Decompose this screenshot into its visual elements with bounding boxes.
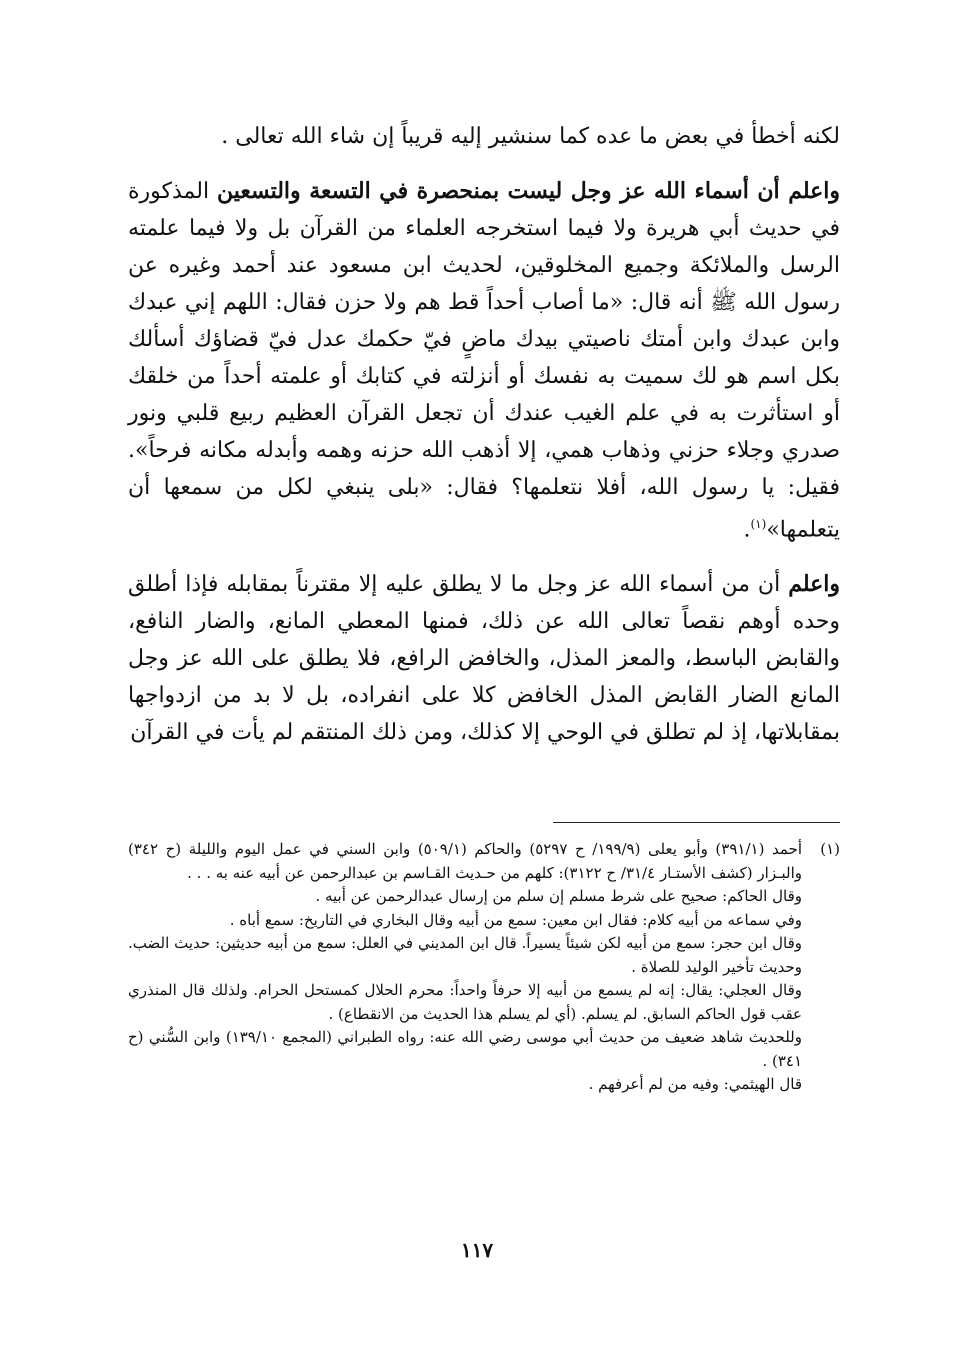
footnote-body [128,838,802,1097]
footnote-line: أحمد (٣٩١/١) وأبو يعلى (١٩٩/٩/ ح ٥٢٩٧) والحاكم (٥٠٩/١) وابن السني في عمل اليوم والليلة (ح ٣٤٢) والبـزار (كشف الأستـار ٣١/٤/ ح ٣١٢٢): كلهم من حـديث القـاسم بن عبدالرحمن عن أبيه عنه به . . . [128,840,802,882]
page-number: ١١٧ [460,1238,494,1262]
intro-line-text: لكنه أخطأ في بعض ما عده كما سنشير إليه قريباً إن شاء الله تعالى . [221,124,840,149]
footnote-divider [553,822,840,823]
footnote-line: وفي سماعه من أبيه كلام: فقال ابن معين: سمع من أبيه وقال البخاري في التاريخ: سمع أباه . [229,910,802,929]
main-text [128,118,840,751]
footnote-line: وللحديث شاهد ضعيف من حديث أبي موسى رضي الله عنه: رواه الطبراني (المجمع ١٣٩/١٠) وابن السُّني (ح ٣٤١) . [128,1028,802,1070]
paragraph-gap [128,155,840,173]
paragraph-1-text: المذكورة في حديث أبي هريرة ولا فيما استخرجه العلماء من القرآن بل ولا فيما علمته الرسل والملائكة وجميع المخلوقين، لحديث ابن مسعود عند أحمد وغيره عن رسول الله ﷺ أنه قال: «ما أصاب أحداً قط هم ولا حزن فقال: اللهم إني عبدك وابن عبدك وابن أمتك ناصيتي بيدك ماضٍ فيّ حكمك عدل فيّ قضاؤك أسألك بكل اسم هو لك سميت به نفسك أو أنزلته في كتابك أو علمته أحداً من خلقك أو استأثرت به في علم الغيب عندك أن تجعل القرآن العظيم ربيع قلبي ونور صدري وجلاء حزني وذهاب همي، إلا أذهب الله حزنه وهمه وأبدله مكانه فرحاً». فقيل: يا رسول الله، أفلا نتعلمها؟ فقال: «بلى ينبغي لكل من سمعها أن يتعلمها» [128,179,840,543]
footnote-line: وقال الحاكم: صحيح على شرط مسلم إن سلم من إرسال عبدالرحمن عن أبيه . [315,887,802,905]
paragraph-2-text: أن من أسماء الله عز وجل ما لا يطلق عليه إلا مقترناً بمقابله فإذا أطلق وحده أوهم نقصاً تعالى الله عن ذلك، فمنها المعطي المانع، والضار النافع، والقابض الباسط، والمعز المذل، والخافض الرافع، فلا يطلق على الله عز وجل المانع الضار القابض المذل الخافض كلا على انفراده، بل لا بد من ازدواجها بمقابلاتها، إذ لم تطلق في الوحي إلا كذلك، ومن ذلك المنتقم لم يأت في القرآن [128,572,840,746]
footnote-number: (١) [820,840,840,858]
footnote-line: قال الهيثمي: وفيه من لم أعرفهم . [588,1075,802,1093]
footnote-line: وقال العجلي: يقال: إنه لم يسمع من أبيه إلا حرفاً واحداً: محرم الحلال كمستحل الحرام. ولذلك قال المنذري عقب قول الحاكم السابق. لم يسلم. (أي لم يسلم هذا الحديث من الانقطاع) . [128,981,802,1023]
intro-line [128,118,840,155]
footnote-reference[interactable]: (١) [750,517,767,531]
paragraph-1-end: . [743,517,751,543]
footnote-line: وقال ابن حجر: سمع من أبيه لكن شيئاً يسيراً. قال ابن المديني في العلل: سمع من أبيه حديثين: حديث الضب. وحديث تأخير الوليد للصلاة . [128,934,802,976]
paragraph-2-heading: واعلم [788,571,840,598]
paragraph-names-not-limited [128,173,840,548]
paragraph-gap [128,548,840,566]
paragraph-1-heading: واعلم أن أسماء الله عز وجل ليست بمنحصرة في التسعة والتسعين [216,178,840,204]
footnote-1 [128,838,840,1097]
paragraph-paired-names [128,566,840,751]
footnotes [128,838,840,1097]
